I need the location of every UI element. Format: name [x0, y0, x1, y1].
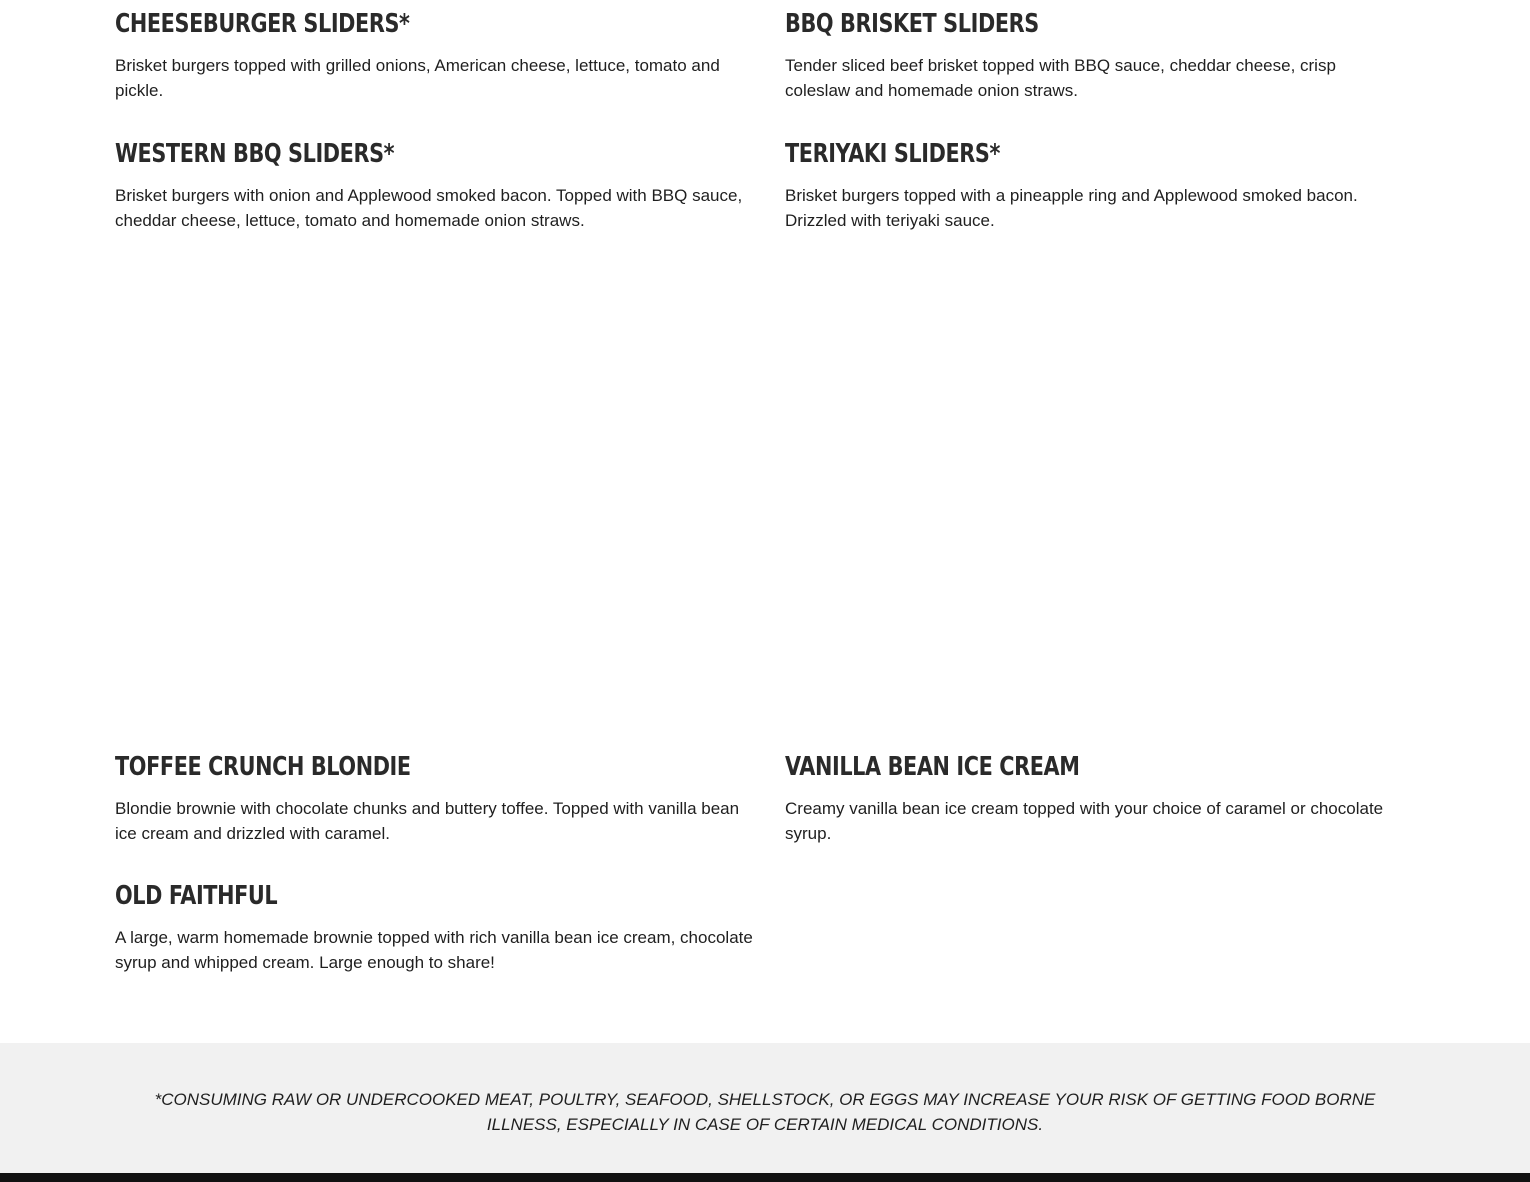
menu-item-bbq-brisket-sliders: [785, 7, 1395, 103]
menu-item-title: VANILLA BEAN ICE CREAM: [785, 752, 1080, 782]
menu-item-title: BBQ BRISKET SLIDERS: [785, 9, 1039, 39]
menu-item-description: Creamy vanilla bean ice cream topped with your choice of caramel or chocolate syrup.: [785, 799, 1384, 843]
menu-item-title: CHEESEBURGER SLIDERS*: [115, 9, 410, 39]
menu-item-description: Blondie brownie with chocolate chunks and buttery toffee. Topped with vanilla bean ice cream and drizzled with caramel.: [115, 799, 740, 843]
menu-item-vanilla-bean-ice-cream: [785, 750, 1395, 846]
menu-item-description: Brisket burgers with onion and Applewood smoked bacon. Topped with BBQ sauce, cheddar cheese, lettuce, tomato and homemade onion straws.: [115, 186, 743, 230]
food-safety-disclaimer: *CONSUMING RAW OR UNDERCOOKED MEAT, POULTRY, SEAFOOD, SHELLSTOCK, OR EGGS MAY INCREASE YOUR RISK OF GETTING FOOD BORNE ILLNESS, ESPECIALLY IN CASE OF CERTAIN MEDICAL CONDITIONS.: [154, 1090, 1376, 1134]
menu-item-description: Brisket burgers topped with a pineapple ring and Applewood smoked bacon. Drizzled with teriyaki sauce.: [785, 186, 1358, 230]
menu-item-old-faithful: [115, 879, 755, 975]
food-safety-disclaimer-band: [0, 1043, 1530, 1173]
menu-item-description: Brisket burgers topped with grilled onions, American cheese, lettuce, tomato and pickle.: [115, 56, 720, 100]
menu-item-toffee-crunch-blondie: [115, 750, 755, 846]
menu-item-western-bbq-sliders: [115, 137, 755, 233]
menu-item-title: WESTERN BBQ SLIDERS*: [115, 139, 395, 169]
menu-item-title: OLD FAITHFUL: [115, 881, 278, 911]
menu-item-cheeseburger-sliders: [115, 7, 755, 103]
footer-top-edge: [0, 1173, 1530, 1182]
menu-item-teriyaki-sliders: [785, 137, 1395, 233]
menu-item-description: A large, warm homemade brownie topped with rich vanilla bean ice cream, chocolate syrup and whipped cream. Large enough to share!: [115, 928, 753, 972]
menu-item-title: TOFFEE CRUNCH BLONDIE: [115, 752, 411, 782]
menu-item-description: Tender sliced beef brisket topped with BBQ sauce, cheddar cheese, crisp coleslaw and homemade onion straws.: [785, 56, 1336, 100]
menu-item-title: TERIYAKI SLIDERS*: [785, 139, 1000, 169]
